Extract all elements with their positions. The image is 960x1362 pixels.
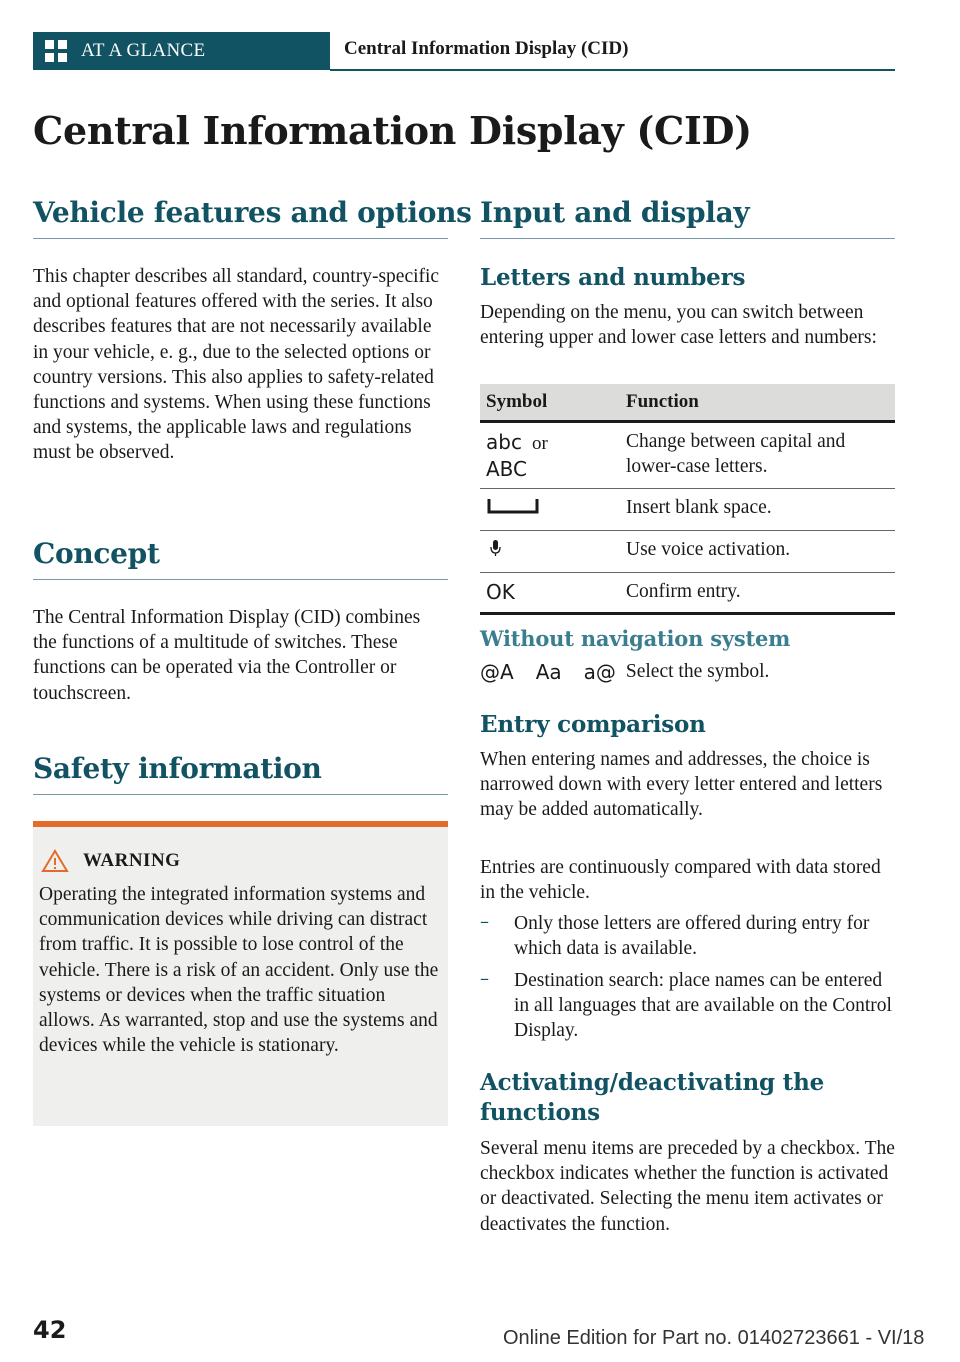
table-header-symbol: Symbol [480, 384, 620, 422]
letters-numbers-heading: Letters and numbers [480, 264, 746, 291]
uppercase-symbol: ABC [486, 457, 528, 481]
warning-box [33, 821, 448, 1126]
vehicle-features-body: This chapter describes all standard, country-specific and optional features offered with the series. It also describes features that are not necessarily available in your vehicle, e. g., due to the selected options or country versions. This also applies to safety-related functions and systems. When using these functions and systems, the applicable laws and regulations must be observed. [33, 266, 440, 464]
safety-heading: Safety information [33, 752, 322, 785]
table-cell-symbol [480, 531, 620, 573]
divider [33, 794, 448, 795]
activating-heading: Activating/deactivating the functions [480, 1069, 825, 1126]
bullet-dash: – [480, 968, 489, 989]
bullet-dash: – [480, 911, 489, 932]
entry-comparison-heading: Entry comparison [480, 711, 706, 738]
divider [33, 238, 448, 239]
table-cell-function: Change between capital and lower-case letters. [620, 422, 895, 489]
table-header-row [480, 384, 895, 422]
or-text: or [531, 433, 548, 454]
concept-body: The Central Information Display (CID) combines the functions of a multitude of switches. These functions can be operated via the Controller or touchscreen. [33, 607, 421, 704]
table-header-function: Function [620, 384, 895, 422]
entry-comparison-body: Entries are continuously compared with data stored in the vehicle. [480, 857, 881, 904]
section-tab [33, 32, 330, 70]
warning-body: Operating the integrated information systems and communication devices while driving can distract from traffic. It is possible to lose control of the vehicle. There is a risk of an accident. Only use the systems or devices when the traffic situation allows. As warranted, stop and use the systems and devices while the vehicle is stationary. [39, 884, 439, 1057]
table-cell-symbol [480, 573, 620, 614]
header-divider [330, 69, 895, 71]
page-title: Central Information Display (CID) [33, 108, 752, 153]
list-item-text: Destination search: place names can be entered in all languages that are available on the Control Display. [514, 970, 892, 1042]
table-row [480, 422, 895, 489]
space-bar-icon [486, 495, 540, 517]
list-item-text: Only those letters are offered during entry for which data is available. [514, 913, 870, 960]
edition-footer: Online Edition for Part no. 01402723661 - VI/18 [503, 1327, 925, 1349]
activating-body: Several menu items are preceded by a checkbox. The checkbox indicates whether the function is activated or deactivated. Selecting the menu item activates or deactivates the function. [480, 1138, 895, 1235]
entry-comparison-body: When entering names and addresses, the choice is narrowed down with every letter entered and letters may be added automatically. [480, 749, 883, 821]
table-cell-function: Insert blank space. [620, 489, 895, 531]
warning-label: WARNING [83, 850, 181, 871]
uppercase-lowercase-icon: Aa [535, 660, 562, 684]
table-cell-symbol [480, 489, 620, 531]
vehicle-features-heading: Vehicle features and options [33, 196, 472, 229]
table-cell-function: Confirm entry. [620, 573, 895, 614]
table-cell-symbol [480, 422, 620, 489]
without-nav-heading: Without navigation system [480, 626, 791, 651]
table-cell-function: Use voice activation. [620, 531, 895, 573]
select-symbol-text: Select the symbol. [625, 661, 770, 682]
divider [33, 579, 448, 580]
lowercase-symbols-icon: a@ [583, 660, 616, 684]
symbols-uppercase-icon: @A [480, 660, 514, 684]
concept-heading: Concept [33, 537, 160, 570]
input-display-heading: Input and display [480, 196, 750, 229]
divider [480, 238, 895, 239]
table-row [480, 573, 895, 614]
section-label: AT A GLANCE [81, 40, 206, 61]
ok-symbol: OK [486, 580, 515, 604]
lowercase-symbol: abc [486, 430, 522, 454]
page-number: 42 [33, 1316, 67, 1344]
table-row [480, 531, 895, 573]
symbol-table [480, 384, 895, 615]
grid-icon [45, 40, 67, 62]
input-mode-symbols [480, 660, 769, 684]
table-row [480, 489, 895, 531]
letters-numbers-body: Depending on the menu, you can switch between entering upper and lower case letters and numbers: [480, 302, 877, 349]
microphone-icon [486, 537, 504, 559]
warning-triangle-icon [41, 849, 69, 873]
chapter-title: Central Information Display (CID) [344, 38, 629, 59]
